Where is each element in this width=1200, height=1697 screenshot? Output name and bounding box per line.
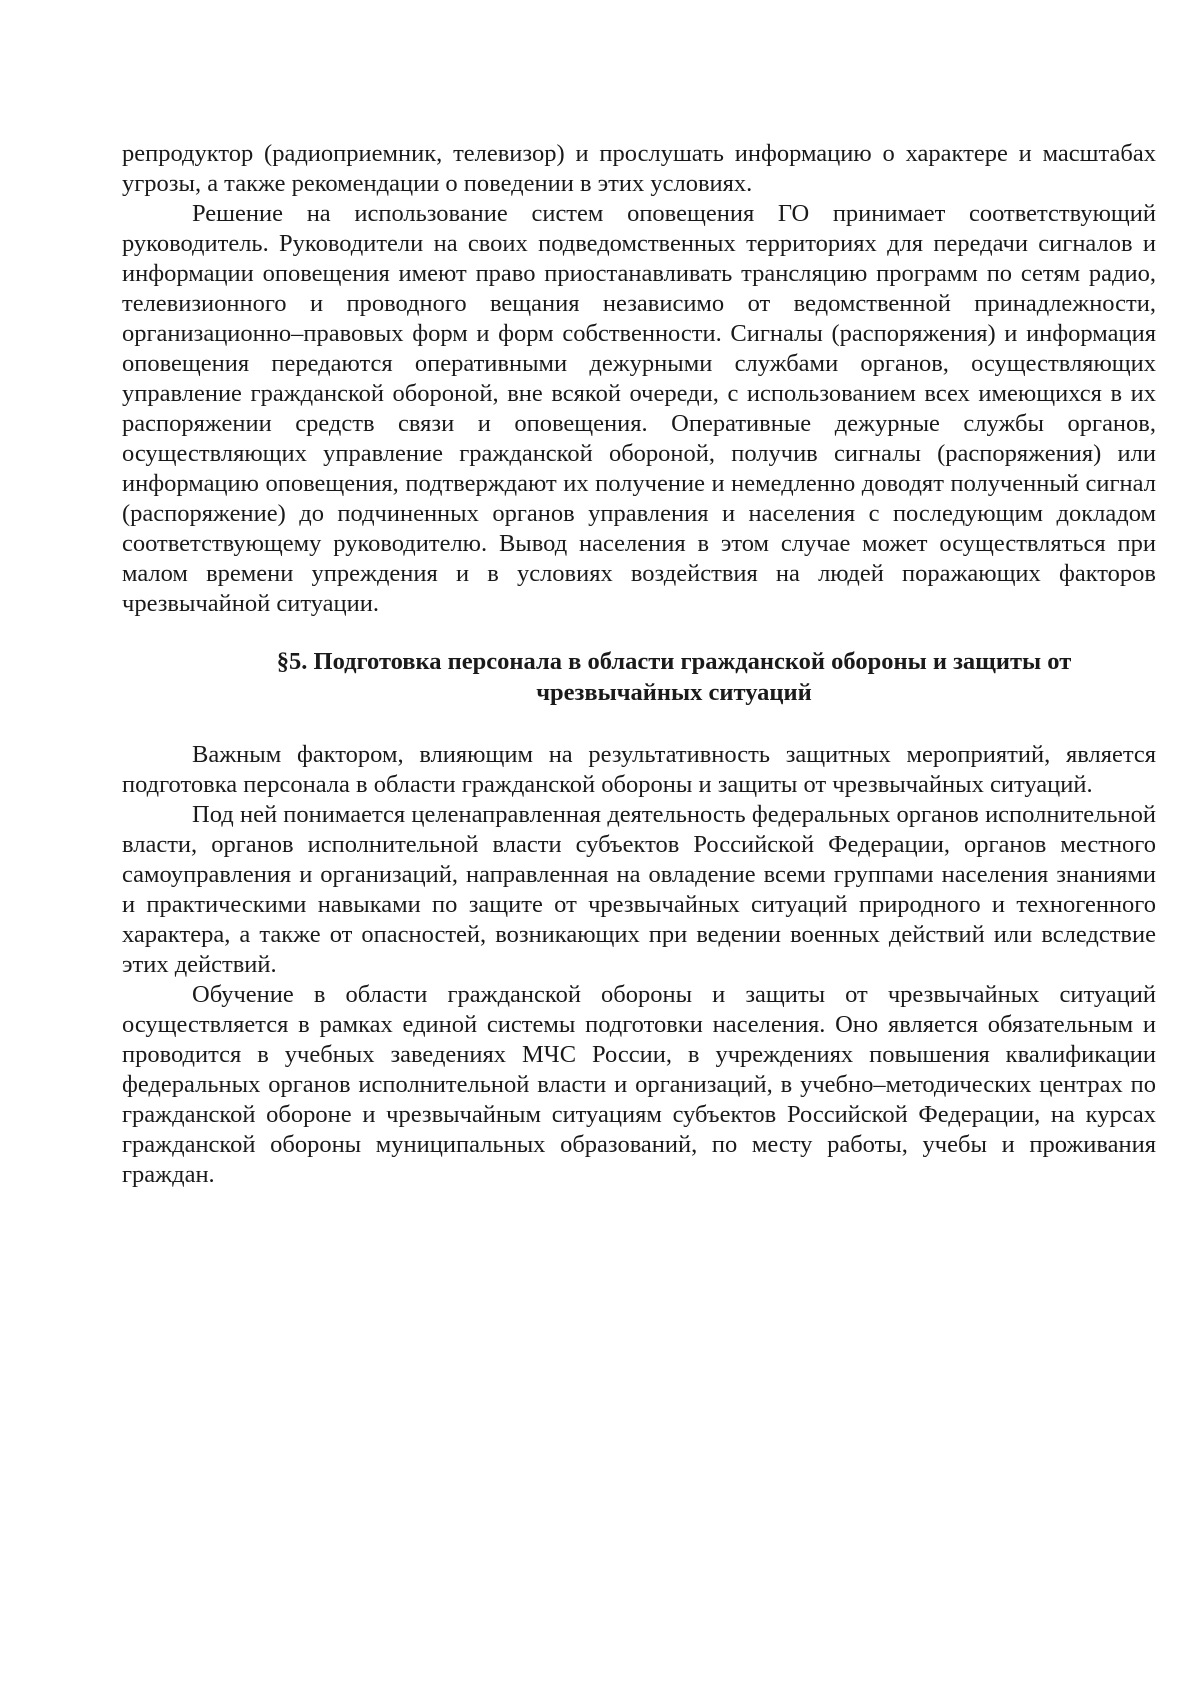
paragraph-training-importance: Важным фактором, влияющим на результативность защитных мероприятий, является подготовка персонала в области гражданской обороны и защиты от чрезвычайных ситуаций.	[122, 741, 1156, 798]
paragraph-training-definition: Под ней понимается целенаправленная деятельность федеральных органов исполнительной власти, органов исполнительной власти субъектов Российской Федерации, органов местного самоуправления и организаций, направленная на овладение всеми группами населения знаниями и практическими навыками по защите от чрезвычайных ситуаций природного и техногенного характера, а также от опасностей, возникающих при ведении военных действий или вследствие этих действий.	[122, 801, 1156, 978]
section-heading: §5. Подготовка персонала в области гражданской обороны и защиты от чрезвычайных ситуаций	[276, 648, 1072, 706]
paragraph-continuation: репродуктор (радиоприемник, телевизор) и прослушать информацию о характере и масштабах угрозы, а также рекомендации о поведении в этих условиях.	[122, 140, 1156, 197]
paragraph-training-system: Обучение в области гражданской обороны и защиты от чрезвычайных ситуаций осуществляется в рамках единой системы подготовки населения. Оно является обязательным и проводится в учебных заведениях МЧС России, в учреждениях повышения квалификации федеральных органов исполнительной власти и организаций, в учебно–методических центрах по гражданской обороне и чрезвычайным ситуациям субъектов Российской Федерации, на курсах гражданской обороны муниципальных образований, по месту работы, учебы и проживания граждан.	[122, 981, 1156, 1188]
paragraph-warning-systems: Решение на использование систем оповещения ГО принимает соответствующий руководитель. Руководители на своих подведомственных территориях для передачи сигналов и информации оповещения имеют право приостанавливать трансляцию программ по сетям радио, телевизионного и проводного вещания независимо от ведомственной принадлежности, организационно–правовых форм и форм собственности. Сигналы (распоряжения) и информация оповещения передаются оперативными дежурными службами органов, осуществляющих управление гражданской обороной, вне всякой очереди, с использованием всех имеющихся в их распоряжении средств связи и оповещения. Оперативные дежурные службы органов, осуществляющих управление гражданской обороной, получив сигналы (распоряжения) или информацию оповещения, подтверждают их получение и немедленно доводят полученный сигнал (распоряжение) до подчиненных органов управления и населения с последующим докладом соответствующему руководителю. Вывод населения в этом случае может осуществляться при малом времени упреждения и в условиях воздействия на людей поражающих факторов чрезвычайной ситуации.	[122, 200, 1156, 617]
document-body	[122, 139, 1156, 1190]
